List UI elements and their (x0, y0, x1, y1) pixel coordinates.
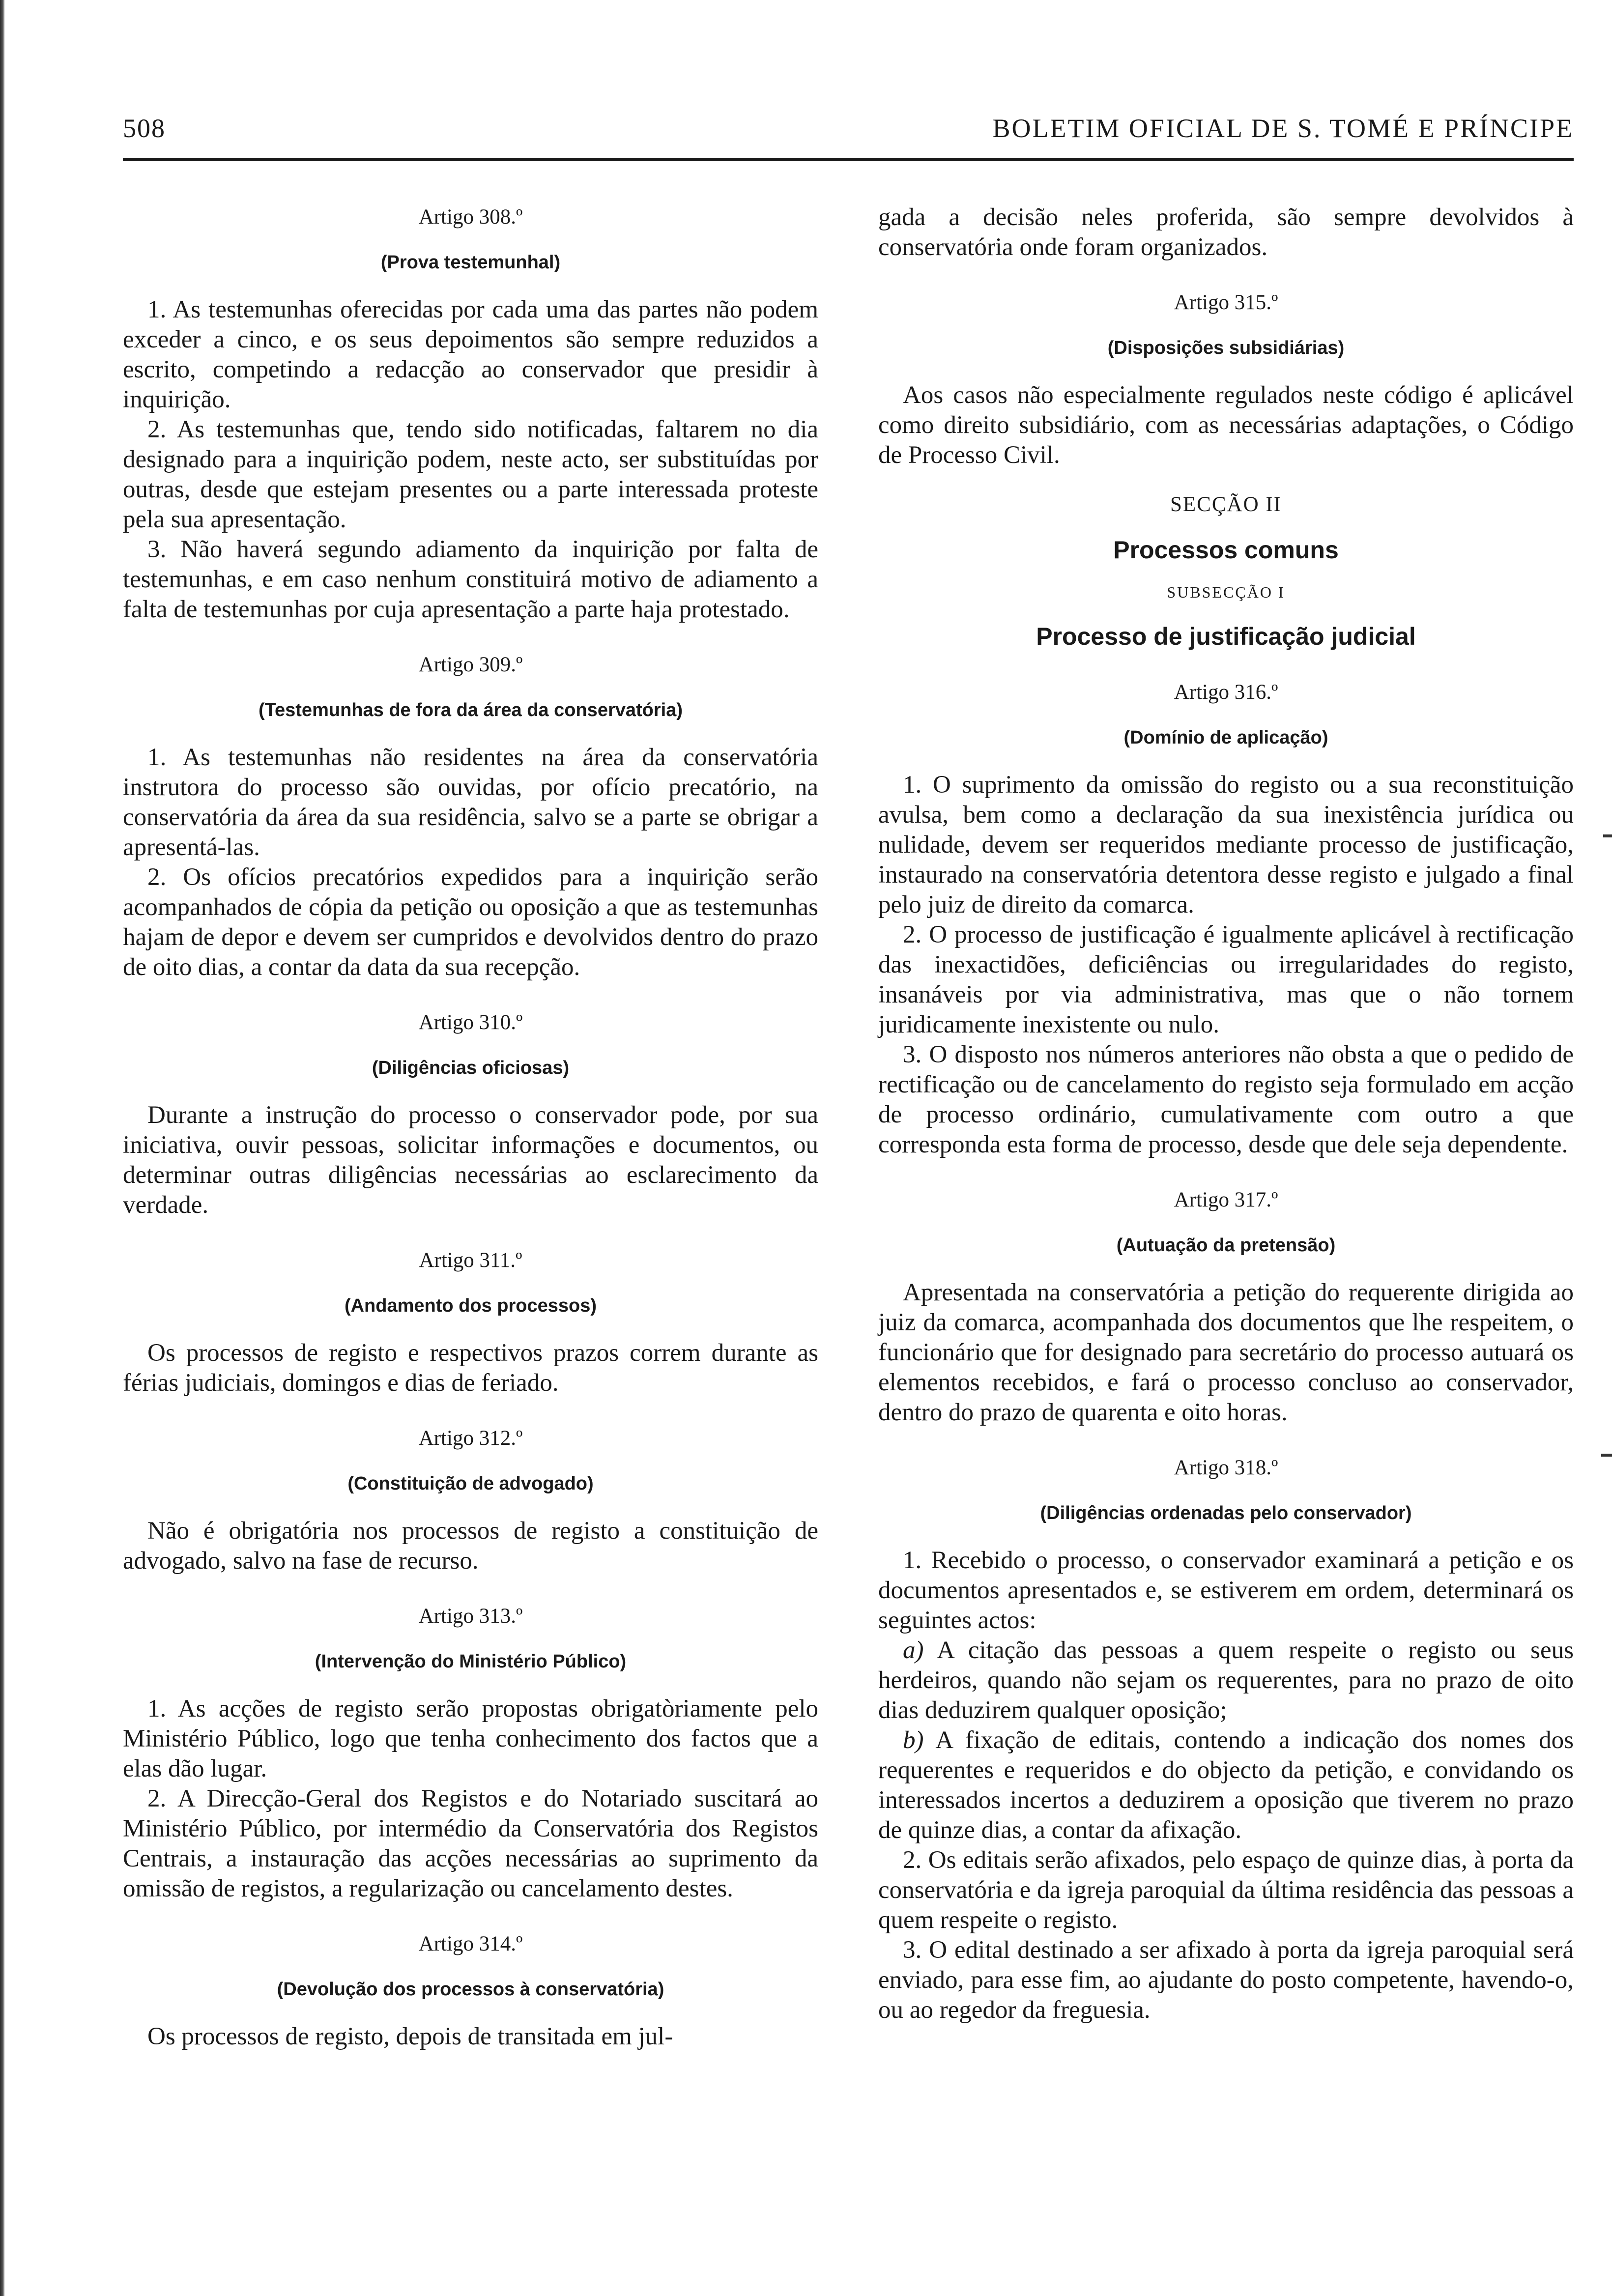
article-313-title: (Intervenção do Ministério Público) (315, 1651, 627, 1672)
article-312-paragraph: Não é obrigatória nos processos de registo a constituição de advogado, salvo na fase de recurso. (123, 1517, 818, 1575)
scan-speck (1603, 834, 1612, 837)
article-309-paragraph: 1. As testemunhas não residentes na área da conservatória instrutora do processo são ouvidas, por ofício precatório, na conservatória da área da sua residência, salvo se a parte se obrigar a apresentá-las. (123, 744, 818, 861)
item-a-label: a) (903, 1636, 924, 1664)
article-314-title: (Devolução dos processos à conservatória) (277, 1979, 664, 2000)
article-314-paragraph: Os processos de registo, depois de transitada em jul- (147, 2023, 673, 2050)
article-311-number: Artigo 311.º (419, 1249, 522, 1272)
scan-speck (1601, 1454, 1612, 1457)
article-318-paragraph: 2. Os editais serão afixados, pelo espaço de quinze dias, à porta da conservatória e da igreja paroquial da última residência das pessoas a quem respeite o registo. (878, 1846, 1574, 1934)
article-315-title: (Disposições subsidiárias) (1107, 338, 1345, 358)
article-309-number: Artigo 309.º (418, 653, 523, 676)
article-312-number: Artigo 312.º (418, 1427, 523, 1450)
article-312-title: (Constituição de advogado) (347, 1473, 594, 1494)
article-317-title: (Autuação da pretensão) (1116, 1235, 1336, 1256)
section-title: Processos comuns (1113, 536, 1339, 564)
article-313-number: Artigo 313.º (418, 1605, 523, 1628)
right-column (878, 202, 1574, 2025)
article-308-title: (Prova testemunhal) (380, 252, 561, 273)
item-b-label: b) (903, 1726, 924, 1754)
article-314-number: Artigo 314.º (418, 1932, 523, 1955)
article-316-number: Artigo 316.º (1174, 681, 1278, 704)
item-b-text: A fixação de editais, contendo a indicação dos nomes dos requerentes e requeridos e do objecto da petição, e convidando os interessados incertos a deduzirem a oposição que tiverem no prazo de quinze dias, a contar da afixação. (878, 1726, 1574, 1844)
article-311-title: (Andamento dos processos) (344, 1295, 597, 1316)
header-rule (123, 158, 1574, 161)
article-310-title: (Diligências oficiosas) (372, 1058, 570, 1078)
article-311-paragraph: Os processos de registo e respectivos prazos correm durante as férias judiciais, domingos e dias de feriado. (123, 1339, 818, 1397)
article-308-paragraph: 1. As testemunhas oferecidas por cada uma das partes não podem exceder a cinco, e os seus depoimentos são sempre reduzidos a escrito, competindo a redacção ao conservador que presidir à inquirição. (123, 296, 818, 413)
article-308-number: Artigo 308.º (418, 205, 523, 229)
journal-title: BOLETIM OFICIAL DE S. TOMÉ E PRÍNCIPE (992, 114, 1574, 143)
article-316-paragraph: 2. O processo de justificação é igualmente aplicável à rectificação das inexactidões, deficiências ou irregularidades do registo, insanáveis por via administrativa, mas que o não tornem juridicamente inexistente ou nulo. (878, 921, 1574, 1038)
page-number: 508 (123, 114, 166, 143)
article-318-number: Artigo 318.º (1174, 1456, 1278, 1479)
article-310-number: Artigo 310.º (418, 1011, 523, 1034)
article-309-title: (Testemunhas de fora da área da conservatória) (258, 700, 683, 720)
article-318-item-a (878, 1636, 1574, 1725)
article-316-title: (Domínio de aplicação) (1123, 727, 1328, 748)
subsection-label: SUBSECÇÃO I (1167, 583, 1285, 601)
article-318-item-b (878, 1725, 1574, 1845)
left-column (123, 202, 818, 2052)
article-310-paragraph: Durante a instrução do processo o conservador pode, por sua iniciativa, ouvir pessoas, solicitar informações e documentos, ou determinar outras diligências necessárias ao esclarecimento da verdade. (123, 1101, 818, 1219)
continuation-text: gada a decisão neles proferida, são sempre devolvidos à conservatória onde foram organizados. (878, 203, 1574, 261)
article-313-paragraph: 1. As acções de registo serão propostas obrigatòriamente pelo Ministério Público, logo que tenha conhecimento dos factos que a elas dão lugar. (123, 1695, 818, 1782)
subsection-title: Processo de justificação judicial (1036, 623, 1416, 650)
article-318-title: (Diligências ordenadas pelo conservador) (1040, 1503, 1412, 1523)
section-label: SECÇÃO II (1170, 493, 1282, 516)
article-315-paragraph: Aos casos não especialmente regulados neste código é aplicável como direito subsidiário, com as necessárias adaptações, o Código de Processo Civil. (878, 381, 1574, 469)
article-318-paragraph: 1. Recebido o processo, o conservador examinará a petição e os documentos apresentados e, se estiverem em ordem, determinará os seguintes actos: (878, 1547, 1574, 1634)
article-308-paragraph: 2. As testemunhas que, tendo sido notificadas, faltarem no dia designado para a inquirição podem, neste acto, ser substituídas por outras, desde que estejam presentes ou a parte interessada proteste pela sua apresentação. (123, 416, 818, 533)
page-edge (0, 0, 5, 2296)
page-header (123, 109, 1574, 144)
item-a-text: A citação das pessoas a quem respeite o registo ou seus herdeiros, quando não sejam os requerentes, para no prazo de oito dias deduzirem qualquer oposição; (878, 1636, 1574, 1724)
article-318-paragraph: 3. O edital destinado a ser afixado à porta da igreja paroquial será enviado, para esse fim, ao ajudante do posto competente, havendo-o, ou ao regedor da freguesia. (878, 1936, 1574, 2024)
article-315-number: Artigo 315.º (1174, 291, 1278, 314)
article-308-paragraph: 3. Não haverá segundo adiamento da inquirição por falta de testemunhas, e em caso nenhum constituirá motivo de adiamento a falta de testemunhas por cuja apresentação a parte haja protestado. (123, 536, 818, 623)
article-309-paragraph: 2. Os ofícios precatórios expedidos para a inquirição serão acompanhados de cópia da petição ou oposição a que as testemunhas hajam de depor e devem ser cumpridos e devolvidos dentro do prazo de oito dias, a contar da data da sua recepção. (123, 863, 818, 981)
article-317-paragraph: Apresentada na conservatória a petição do requerente dirigida ao juiz da comarca, acompanhada dos documentos que lhe respeitem, o funcionário que for designado para secretário do processo autuará os elementos recebidos, e fará o processo concluso ao conservador, dentro do prazo de quarenta e oito horas. (878, 1279, 1574, 1426)
article-316-paragraph: 3. O disposto nos números anteriores não obsta a que o pedido de rectificação ou de cancelamento do registo seja formulado em acção de processo ordinário, cumulativamente com outro a que corresponda esta forma de processo, desde que dele seja dependente. (878, 1041, 1574, 1158)
article-313-paragraph: 2. A Direcção-Geral dos Registos e do Notariado suscitará ao Ministério Público, por intermédio da Conservatória dos Registos Centrais, a instauração das acções necessárias ao suprimento da omissão de registos, a regularização ou cancelamento destes. (123, 1785, 818, 1902)
article-316-paragraph: 1. O suprimento da omissão do registo ou a sua reconstituição avulsa, bem como a declaração da sua inexistência jurídica ou nulidade, devem ser requeridos mediante processo de justificação, instaurado na conservatória detentora desse registo e julgado a final pelo juiz de direito da comarca. (878, 771, 1574, 918)
article-317-number: Artigo 317.º (1174, 1188, 1278, 1211)
